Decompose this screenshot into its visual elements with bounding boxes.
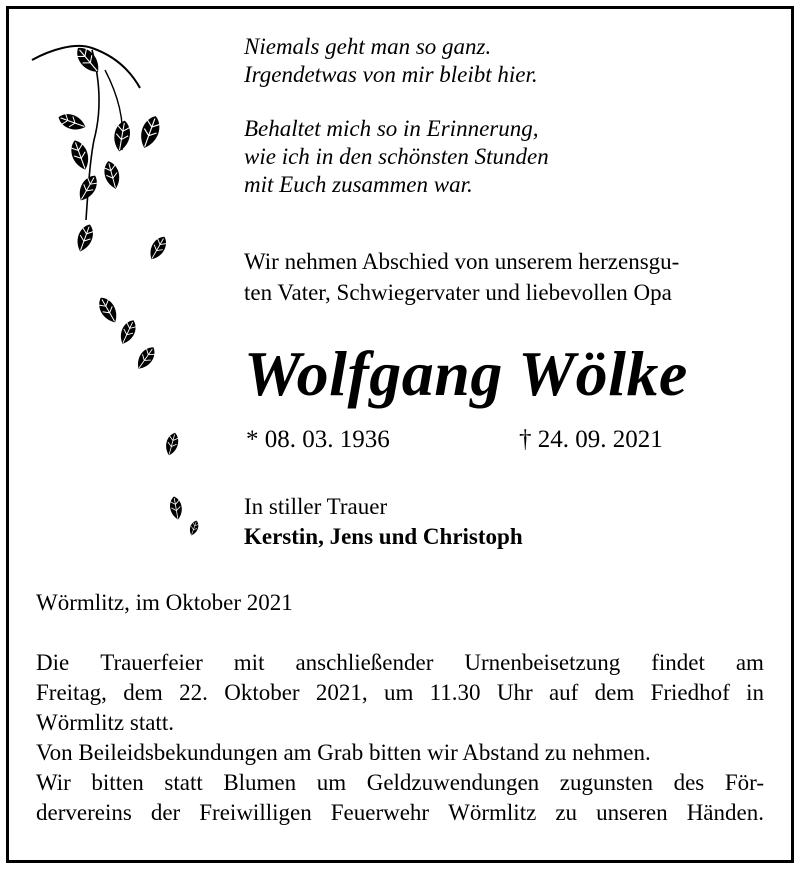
- word: dervereins: [36, 800, 132, 825]
- word: 11.30: [429, 680, 481, 705]
- place-date: Wörmlitz, im Oktober 2021: [36, 590, 293, 615]
- word: Wörmlitz: [448, 800, 537, 825]
- word: Geldzuwendungen: [366, 770, 540, 795]
- word: 2021,: [315, 680, 368, 705]
- poem-stanza-1: [244, 33, 538, 89]
- poem-line: Irgendetwas von mir bleibt hier.: [244, 62, 538, 87]
- word: der: [150, 800, 181, 825]
- poem-stanza-2: [244, 115, 549, 199]
- notes-line: [36, 678, 764, 708]
- word: Wir: [36, 770, 71, 795]
- word: auf: [548, 680, 579, 705]
- word: unseren: [596, 800, 668, 825]
- word: Freiwilligen: [199, 800, 312, 825]
- word: des: [673, 770, 705, 795]
- word: bitten: [91, 770, 144, 795]
- intro-line: ten Vater, Schwiegervater und liebevollen Opa: [244, 280, 672, 305]
- word: um: [383, 680, 414, 705]
- word: För-: [724, 770, 764, 795]
- word: in: [746, 680, 764, 705]
- notes-line: [36, 768, 764, 798]
- birth-date: * 08. 03. 1936: [246, 426, 390, 453]
- word: Uhr: [496, 680, 533, 705]
- poem-line: mit Euch zusammen war.: [244, 172, 473, 197]
- mourner-names: Kerstin, Jens und Christoph: [244, 524, 523, 549]
- word: dem: [123, 680, 163, 705]
- word: zu: [555, 800, 578, 825]
- word: Oktober: [224, 680, 300, 705]
- death-date: † 24. 09. 2021: [519, 426, 663, 453]
- word: anschließender: [295, 650, 434, 675]
- word: dem: [594, 680, 635, 705]
- funeral-notes: [36, 648, 764, 828]
- notes-line: Von Beileidsbekundungen am Grab bitten wir Abstand zu nehmen.: [36, 740, 651, 765]
- word: 22.: [179, 680, 208, 705]
- poem-line: Behaltet mich so in Erinnerung,: [244, 116, 539, 141]
- word: Feuerwehr: [330, 800, 430, 825]
- word: Trauerfeier: [100, 650, 203, 675]
- word: mit: [233, 650, 265, 675]
- falling-leaves-icon: [30, 40, 210, 550]
- mourning-phrase: In stiller Trauer: [244, 494, 388, 519]
- word: statt: [164, 770, 203, 795]
- word: am: [735, 650, 764, 675]
- notes-line: Wörmlitz statt.: [36, 710, 174, 735]
- word: findet: [651, 650, 705, 675]
- intro-line: Wir nehmen Abschied von unserem herzensgu-: [244, 249, 680, 274]
- word: zugunsten: [559, 770, 653, 795]
- word: Urnenbeisetzung: [464, 650, 621, 675]
- poem-line: Niemals geht man so ganz.: [244, 34, 492, 59]
- farewell-intro: [244, 246, 766, 308]
- word: Die: [36, 650, 70, 675]
- word: Freitag,: [36, 680, 107, 705]
- poem-line: wie ich in den schönsten Stunden: [244, 144, 549, 169]
- word: Händen.: [686, 800, 764, 825]
- word: Friedhof: [650, 680, 730, 705]
- deceased-name: Wolfgang Wölke: [244, 338, 688, 409]
- notes-line: [36, 798, 764, 828]
- notes-line: [36, 648, 764, 678]
- word: Blumen: [223, 770, 297, 795]
- word: um: [316, 770, 347, 795]
